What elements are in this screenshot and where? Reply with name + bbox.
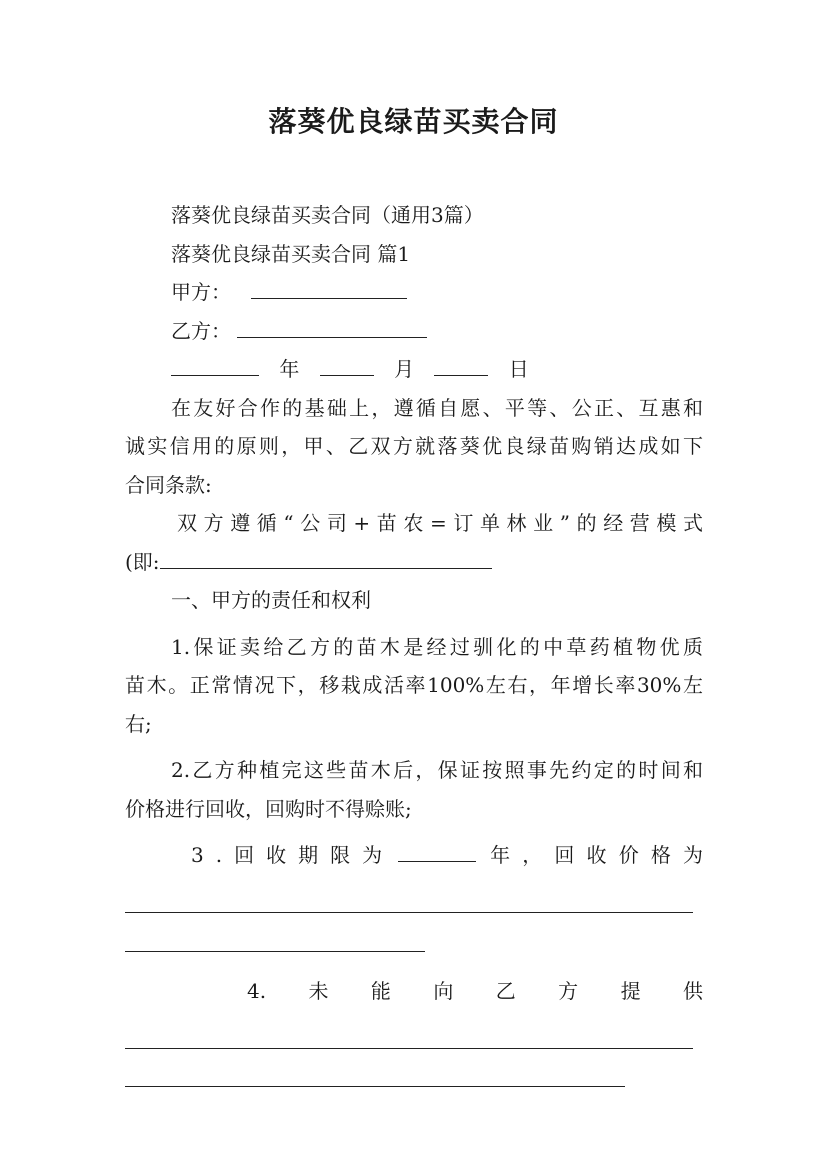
item1-line-2: 苗木。正常情况下，移栽成活率100%左右，年增长率30%左 xyxy=(125,673,703,697)
item4-blank-line-1 xyxy=(125,1010,693,1049)
item3-line-1 xyxy=(125,836,703,875)
model-prefix: (即: xyxy=(125,549,160,574)
model-blank xyxy=(160,567,492,569)
day-label: 日 xyxy=(508,357,529,381)
section-heading: 落葵优良绿苗买卖合同 篇1 xyxy=(171,241,411,266)
spacer xyxy=(125,828,703,836)
item2-line-1: 2.乙方种植完这些苗木后，保证按照事先约定的时间和 xyxy=(171,758,703,782)
clause-heading: 一、甲方的责任和权利 xyxy=(171,588,371,612)
item3-blank-line-1 xyxy=(125,875,693,914)
party-a-blank xyxy=(251,297,407,299)
spacer xyxy=(125,620,703,628)
year-blank xyxy=(171,374,259,376)
item3-part-2: 年，回收价格为 xyxy=(490,843,703,867)
spacer xyxy=(125,743,703,751)
intro-line-1: 在友好合作的基础上，遵循自愿、平等、公正、互惠和 xyxy=(171,395,703,420)
intro-line-3: 合同条款: xyxy=(125,472,212,497)
item3-period-blank xyxy=(398,860,476,862)
date-line xyxy=(125,350,703,389)
party-a-line xyxy=(125,273,703,312)
item1-line-3: 右; xyxy=(125,711,152,736)
month-blank xyxy=(320,374,374,376)
spacer xyxy=(125,952,703,972)
model-line-1: 双方遵循“公司+苗农=订单林业”的经营模式 xyxy=(177,511,703,535)
document-body xyxy=(125,196,703,1087)
month-label: 月 xyxy=(394,357,415,381)
item4-line-1: 4.未能向乙方提供 xyxy=(247,978,703,1003)
item2-line-2: 价格进行回收，回购时不得赊账; xyxy=(125,796,412,821)
day-blank xyxy=(434,374,488,376)
item1-line-1: 1.保证卖给乙方的苗木是经过驯化的中草药植物优质 xyxy=(171,634,703,659)
item3-part-1: 3.回收期限为 xyxy=(191,843,395,867)
item4-blank-line-2 xyxy=(125,1049,625,1088)
document-title: 落葵优良绿苗买卖合同 xyxy=(268,105,559,138)
party-b-label: 乙方： xyxy=(171,318,231,343)
document-subtitle: 落葵优良绿苗买卖合同（通用3篇） xyxy=(171,203,484,227)
intro-line-2: 诚实信用的原则，甲、乙双方就落葵优良绿苗购销达成如下 xyxy=(125,434,703,458)
party-b-line xyxy=(125,312,703,351)
model-line-2 xyxy=(125,543,703,582)
party-a-label: 甲方： xyxy=(171,280,231,304)
item3-blank-line-2 xyxy=(125,913,425,952)
party-b-blank xyxy=(237,336,427,338)
year-label: 年 xyxy=(279,357,300,381)
